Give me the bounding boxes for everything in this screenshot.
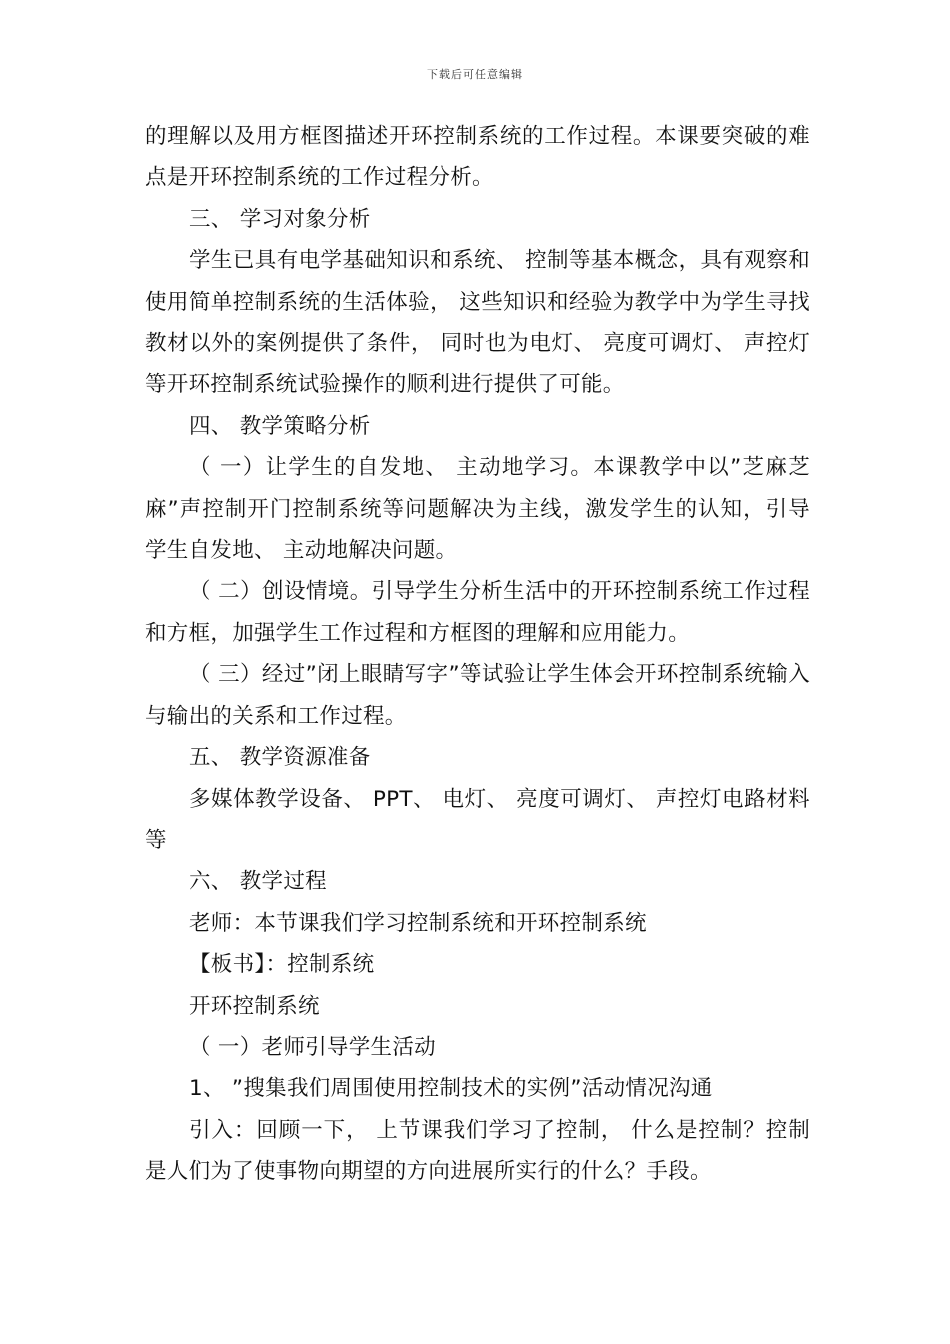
paragraph-teacher-intro: 老师：本节课我们学习控制系统和开环控制系统 (189, 910, 647, 936)
paragraph-learner-analysis: 学生已具有电学基础知识和系统、 控制等基本概念，具有观察和使用简单控制系统的生活体验， 这些知识和经验为教学中为学生寻找教材以外的案例提供了条件， 同时也为电灯、 亮度可调灯、 声控灯等开环控制系统试验操作的顺利进行提供了可能。 (145, 248, 810, 398)
paragraph-board-1: 【板书】：控制系统 (189, 952, 375, 978)
paragraph-strategy-2: （ 二）创设情境。引导学生分析生活中的开环控制系统工作过程和方框，加强学生工作过程和方框图的理解和应用能力。 (145, 579, 810, 646)
paragraph-activity-heading: （ 一）老师引导学生活动 (189, 1034, 436, 1060)
paragraph-1: 的理解以及用方框图描述开环控制系统的工作过程。本课要突破的难点是开环控制系统的工作过程分析。 (145, 124, 810, 191)
paragraph-strategy-1: （ 一）让学生的自发地、 主动地学习。本课教学中以”芝麻芝麻”声控制开门控制系统等问题解决为主线，激发学生的认知，引导学生自发地、 主动地解决问题。 (145, 455, 810, 564)
section-heading-6: 六、 教学过程 (189, 869, 327, 895)
paragraph-introduction: 引入：回顾一下， 上节课我们学习了控制， 什么是控制？控制是人们为了使事物向期望的方向进展所实行的什么？手段。 (145, 1117, 810, 1185)
paragraph-activity-1: 1、 ”搜集我们周围使用控制技术的实例”活动情况沟通 (189, 1076, 713, 1102)
paragraph-strategy-3: （ 三）经过”闭上眼睛写字”等试验让学生体会开环控制系统输入与输出的关系和工作过程。 (145, 662, 810, 729)
section-heading-5: 五、 教学资源准备 (189, 745, 371, 771)
paragraph-resources: 多媒体教学设备、 PPT、 电灯、 亮度可调灯、 声控灯电路材料等 (145, 786, 810, 853)
document-body (145, 116, 810, 1193)
page-header-note: 下载后可任意编辑 (427, 68, 523, 81)
section-heading-3: 三、 学习对象分析 (189, 206, 371, 232)
section-heading-4: 四、 教学策略分析 (189, 413, 371, 439)
paragraph-board-2: 开环控制系统 (189, 993, 320, 1019)
